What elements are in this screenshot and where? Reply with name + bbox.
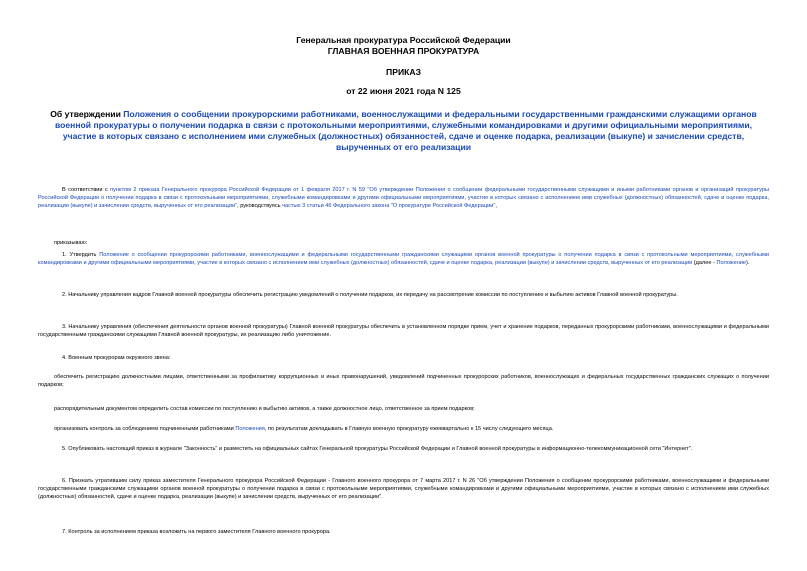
item-2: 2. Начальнику управления кадров Главной военной прокуратуры обеспечить регистрацию уведомлений о получении подарков, их передачу на рассмотрение комиссии по поступлению и выбытию активов Главной военной прокуратуры. — [62, 292, 678, 298]
preamble-link-order[interactable]: пунктом 2 приказа Генерального прокурора Российской Федерации от 1 февраля 2017 г. N 59 "Об утверждении Положения о сообщении федеральными государственными служащими и иными работниками органов и организаций прокуратуры Российской Федерации о получении подарка в связи с протокольными мероприятиями, служебными командировками и другими официальными мероприятиями, участие в которых связано с исполнением ими служебных (должностных) обязанностей, сдаче и оценке подарка, реализации (выкупе) и зачислении средств, вырученных от его реализации" — [38, 187, 770, 210]
preamble-link-law[interactable]: частью 3 статьи 46 Федерального закона "О прокуратуре Российской Федерации" — [282, 203, 496, 210]
item-4c-link[interactable]: Положения — [235, 426, 265, 432]
item-4-sub-c — [38, 425, 769, 433]
item-4: 4. Военным прокурорам окружного звена: — [62, 355, 171, 361]
item-4-sub-b: распорядительным документом определить состав комиссии по поступлению и выбытию активов, а также должностное лицо, ответственное за прием подарков; — [54, 406, 475, 412]
preamble-text-3: , — [495, 203, 497, 210]
item-1-link-short[interactable]: Положение — [716, 260, 747, 267]
item-4c-text-2: , по результатам докладывать в Главную военную прокуратуру ежеквартально к 15 числу следующего месяца. — [264, 426, 554, 432]
title-prefix: Об утверждении — [50, 109, 124, 119]
preamble-text-2: , руководствуясь — [237, 203, 283, 210]
item-1-text-3: ). — [746, 260, 750, 267]
item-7: 7. Контроль за исполнением приказа возложить на первого заместителя Главного военного прокурора. — [62, 529, 331, 535]
item-4c-text-1: организовать контроль за соблюдением подчиненными работниками — [54, 426, 236, 432]
order-word: приказываю: — [54, 240, 88, 246]
item-6: 6. Признать утратившим силу приказ заместителя Генерального прокурора Российской Федерации - Главного военного прокурора от 7 марта 2017 г. N 26 "Об утверждении Положения о сообщении прокурорскими работниками, военнослужащими и федеральными государственными гражданскими служащими органов военной прокуратуры о получении подарка в связи с протокольными мероприятиями, служебными командировками и другими официальными мероприятиями, участие в которых связано с исполнением ими служебных (должностных) обязанностей, сдаче и оценке подарка, реализации (выкупе) и зачислении средств, вырученных от его реализации". — [38, 478, 769, 501]
preamble-text-1: В соответствии с — [62, 187, 111, 193]
item-4-sub-a: обеспечить регистрацию должностными лицами, ответственными за профилактику коррупционных и иных правонарушений, уведомлений подчиненных прокурорских работников, военнослужащих и федеральных государственных гражданских служащих о получении подарков; — [38, 374, 769, 389]
title-link[interactable]: Положения о сообщении прокурорскими работниками, военнослужащими и федеральными государственными гражданскими служащими органов военной прокуратуры о получении подарка в связи с протокольными мероприятиями, служебными командировками и другими официальными мероприятиями, участие в которых связано с исполнением ими служебных (должностных) обязанностей, сдаче и оценке подарка, реализации (выкупе) и зачислении средств, вырученных от его реализации — [54, 109, 757, 152]
item-1 — [38, 251, 769, 267]
document-title — [40, 109, 767, 153]
org-subdivision: ГЛАВНАЯ ВОЕННАЯ ПРОКУРАТУРА — [327, 46, 480, 56]
document-date: от 22 июня 2021 года N 125 — [346, 86, 461, 96]
document-kind: ПРИКАЗ — [386, 67, 421, 77]
item-3: 3. Начальнику управления (обеспечения деятельности органов военной прокуратуры) Главной военной прокуратуры обеспечить в установленном порядке прием, учет и хранение подарков, переданных прокурорскими работниками, военнослужащими и федеральными государственными гражданскими служащими Главной военной прокуратуры, их реализацию либо уничтожение. — [38, 324, 769, 339]
item-5: 5. Опубликовать настоящий приказ в журнале "Законность" и разместить на официальных сайтах Генеральной прокуратуры Российской Федерации и Главной военной прокуратуры в информационно-телекоммуникационной сети "Интернет". — [62, 446, 693, 452]
preamble-paragraph — [38, 186, 769, 210]
item-1-link-regulation[interactable]: Положение о сообщении прокурорскими работниками, военнослужащими и федеральными государственными гражданскими служащими органов военной прокуратуры о получении подарка в связи с протокольными мероприятиями, служебными командировками и другими официальными мероприятиями, участие в которых связано с исполнением ими служебных (должностных) обязанностей, сдаче и оценке подарка, реализации (выкупе) и зачислении средств, вырученных от его реализации — [38, 252, 769, 267]
org-name: Генеральная прокуратура Российской Федерации — [296, 35, 511, 45]
item-1-text-2: (далее - — [692, 260, 717, 267]
item-1-text-1: 1. Утвердить — [62, 252, 100, 258]
